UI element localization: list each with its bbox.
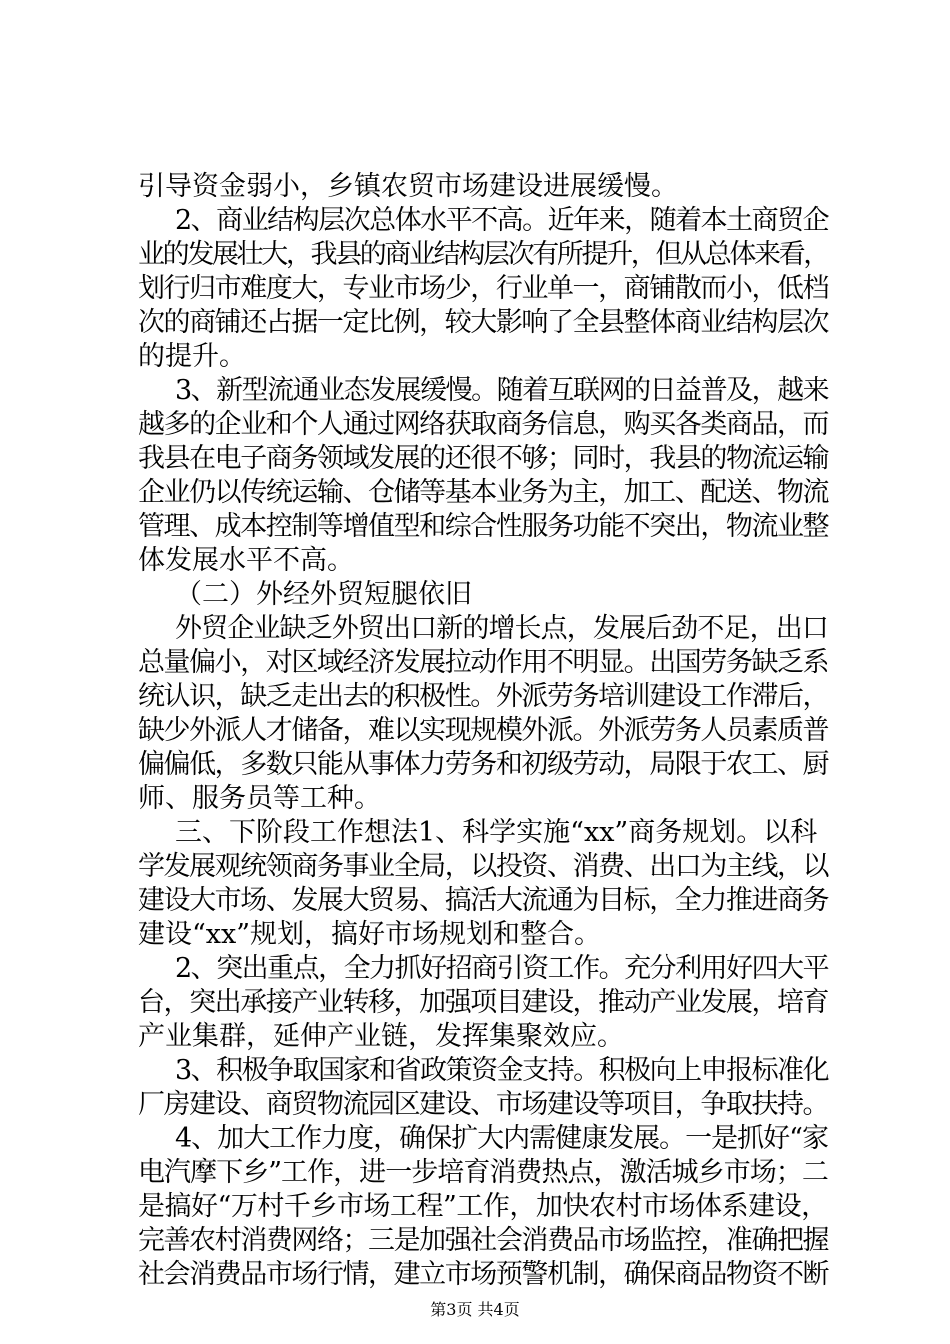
text-line: 社会消费品市场行情，建立市场预警机制，确保商品物资不断 — [138, 1259, 829, 1290]
text-line: 引导资金弱小，乡镇农贸市场建设进展缓慢。 — [138, 171, 678, 202]
text-line: 越多的企业和个人通过网络获取商务信息，购买各类商品，而 — [138, 409, 829, 440]
text-line: 2、商业结构层次总体水平不高。近年来，随着本土商贸企 — [175, 205, 829, 236]
text-line: 台，突出承接产业转移，加强项目建设，推动产业发展，培育 — [138, 987, 829, 1018]
text-line: 企业仍以传统运输、仓储等基本业务为主，加工、配送、物流 — [138, 477, 829, 508]
text-line: 2、突出重点，全力抓好招商引资工作。充分利用好四大平 — [175, 953, 829, 984]
text-line: 管理、成本控制等增值型和综合性服务功能不突出，物流业整 — [138, 511, 829, 542]
text-line: 是搞好“万村千乡市场工程”工作，加快农村市场体系建设， — [138, 1191, 828, 1222]
text-line: 4、加大工作力度，确保扩大内需健康发展。一是抓好“家 — [175, 1123, 828, 1154]
text-line: 业的发展壮大，我县的商业结构层次有所提升，但从总体来看， — [138, 239, 828, 270]
text-line: 我县在电子商务领域发展的还很不够；同时，我县的物流运输 — [138, 443, 829, 474]
text-line: 学发展观统领商务事业全局，以投资、消费、出口为主线，以 — [138, 851, 829, 882]
text-line: 产业集群，延伸产业链，发挥集聚效应。 — [138, 1021, 624, 1052]
page-number: 第3页 共4页 — [430, 1300, 520, 1319]
text-line: 次的商铺还占据一定比例，较大影响了全县整体商业结构层次 — [138, 307, 829, 338]
text-line: 三、下阶段工作想法1、科学实施“xx”商务规划。以科 — [175, 817, 818, 848]
text-line: 划行归市难度大，专业市场少，行业单一，商铺散而小，低档 — [138, 273, 829, 304]
text-line: 偏偏低，多数只能从事体力劳务和初级劳动，局限于农工、厨 — [138, 749, 829, 780]
text-line: 师、服务员等工种。 — [138, 783, 381, 814]
text-line: 外贸企业缺乏外贸出口新的增长点，发展后劲不足，出口 — [175, 613, 828, 644]
text-line: 体发展水平不高。 — [138, 545, 354, 576]
text-line: 统认识，缺乏走出去的积极性。外派劳务培训建设工作滞后， — [138, 681, 829, 712]
text-line: 缺少外派人才储备，难以实现规模外派。外派劳务人员素质普 — [138, 715, 829, 746]
text-line: 的提升。 — [138, 341, 246, 372]
text-line: 厂房建设、商贸物流园区建设、市场建设等项目，争取扶持。 — [138, 1089, 829, 1120]
text-line: 电汽摩下乡”工作，进一步培育消费热点，激活城乡市场；二 — [138, 1157, 828, 1188]
text-line: 建设大市场、发展大贸易、搞活大流通为目标，全力推进商务 — [138, 885, 829, 916]
text-line: 总量偏小，对区域经济发展拉动作用不明显。出国劳务缺乏系 — [138, 647, 829, 678]
section-heading: （二）外经外贸短腿依旧 — [175, 579, 472, 610]
text-line: 3、新型流通业态发展缓慢。随着互联网的日益普及，越来 — [175, 375, 829, 406]
text-line: 3、积极争取国家和省政策资金支持。积极向上申报标准化 — [175, 1055, 829, 1086]
text-line: 建设“xx”规划，搞好市场规划和整合。 — [138, 919, 602, 950]
text-line: 完善农村消费网络；三是加强社会消费品市场监控，准确把握 — [138, 1225, 829, 1256]
